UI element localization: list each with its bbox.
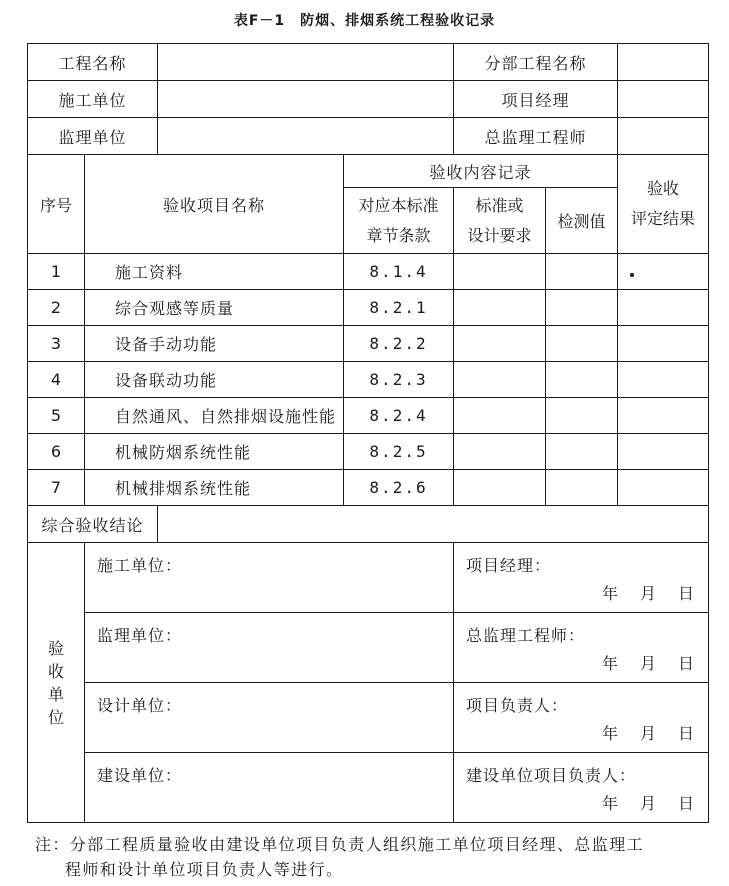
acceptance-unit-char: 验 xyxy=(47,638,64,658)
signature-left-label: 设计单位： xyxy=(97,696,183,715)
row-clause: 8.2.5 xyxy=(344,434,454,470)
requirement-header xyxy=(454,188,546,254)
row-measured-cell[interactable] xyxy=(546,398,618,434)
table-row xyxy=(28,290,709,326)
sub-project-name-label: 分部工程名称 xyxy=(454,44,618,81)
row-item-name: 自然通风、自然排烟设施性能 xyxy=(85,398,344,434)
measured-header: 检测值 xyxy=(546,188,618,254)
row-number: 6 xyxy=(28,434,85,470)
date-month: 月 xyxy=(640,794,657,813)
row-requirement-cell[interactable] xyxy=(454,434,546,470)
row-result-cell[interactable] xyxy=(618,362,709,398)
standard-clause-header xyxy=(344,188,454,254)
row-result-cell[interactable] xyxy=(618,254,709,290)
row-result-cell[interactable] xyxy=(618,398,709,434)
requirement-line1: 标准或 xyxy=(475,195,524,215)
result-header xyxy=(618,155,709,254)
signature-right-label: 项目经理： xyxy=(466,556,552,575)
table-row xyxy=(28,254,709,290)
chief-supervisor-field[interactable] xyxy=(618,118,709,155)
row-item-name: 设备手动功能 xyxy=(85,326,344,362)
row-requirement-cell[interactable] xyxy=(454,326,546,362)
row-result-cell[interactable] xyxy=(618,326,709,362)
date-year: 年 xyxy=(601,584,618,603)
acceptance-unit-label xyxy=(28,543,85,823)
standard-clause-line2: 章节条款 xyxy=(366,225,431,245)
row-number: 5 xyxy=(28,398,85,434)
footnote-line1: 注：分部工程质量验收由建设单位项目负责人组织施工单位项目经理、总监理工 xyxy=(35,835,645,854)
chief-supervisor-label: 总监理工程师 xyxy=(454,118,618,155)
supervision-unit-label: 监理单位 xyxy=(28,118,158,155)
row-clause: 8.2.2 xyxy=(344,326,454,362)
signature-right-cell[interactable] xyxy=(454,613,709,683)
ink-dot xyxy=(630,273,634,277)
row-requirement-cell[interactable] xyxy=(454,290,546,326)
row-measured-cell[interactable] xyxy=(546,362,618,398)
table-row xyxy=(28,362,709,398)
row-number: 4 xyxy=(28,362,85,398)
row-measured-cell[interactable] xyxy=(546,470,618,506)
seq-header: 序号 xyxy=(28,155,85,254)
project-name-label: 工程名称 xyxy=(28,44,158,81)
signature-left-cell[interactable] xyxy=(85,543,454,613)
signature-right-cell[interactable] xyxy=(454,683,709,753)
project-name-field[interactable] xyxy=(158,44,454,81)
date-month: 月 xyxy=(640,724,657,743)
date-day: 日 xyxy=(678,654,695,673)
date-day: 日 xyxy=(678,794,695,813)
row-clause: 8.2.4 xyxy=(344,398,454,434)
date-line xyxy=(580,651,694,674)
acceptance-unit-char: 单 xyxy=(47,684,64,704)
row-requirement-cell[interactable] xyxy=(454,398,546,434)
row-requirement-cell[interactable] xyxy=(454,254,546,290)
signature-left-cell[interactable] xyxy=(85,683,454,753)
signature-right-label: 建设单位项目负责人： xyxy=(466,766,637,785)
row-item-name: 设备联动功能 xyxy=(85,362,344,398)
acceptance-unit-char: 位 xyxy=(47,707,64,727)
row-measured-cell[interactable] xyxy=(546,434,618,470)
date-line xyxy=(580,721,694,744)
signature-left-label: 建设单位： xyxy=(97,766,183,785)
project-manager-field[interactable] xyxy=(618,81,709,118)
signature-left-cell[interactable] xyxy=(85,753,454,823)
row-number: 3 xyxy=(28,326,85,362)
row-number: 7 xyxy=(28,470,85,506)
result-header-line1: 验收 xyxy=(647,179,680,198)
signature-left-cell[interactable] xyxy=(85,613,454,683)
row-number: 1 xyxy=(28,254,85,290)
project-manager-label: 项目经理 xyxy=(454,81,618,118)
signature-left-label: 施工单位： xyxy=(97,556,183,575)
row-item-name: 施工资料 xyxy=(85,254,344,290)
footnote xyxy=(35,832,715,882)
construction-unit-label: 施工单位 xyxy=(28,81,158,118)
date-day: 日 xyxy=(678,724,695,743)
date-year: 年 xyxy=(601,654,618,673)
table-row xyxy=(28,470,709,506)
date-line xyxy=(580,581,694,604)
table-row xyxy=(28,326,709,362)
signature-right-label: 项目负责人： xyxy=(466,696,569,715)
date-year: 年 xyxy=(601,794,618,813)
row-item-name: 机械排烟系统性能 xyxy=(85,470,344,506)
table-row xyxy=(28,434,709,470)
signature-right-cell[interactable] xyxy=(454,543,709,613)
row-clause: 8.2.3 xyxy=(344,362,454,398)
item-name-header: 验收项目名称 xyxy=(85,155,344,254)
signature-right-label: 总监理工程师： xyxy=(466,626,586,645)
row-requirement-cell[interactable] xyxy=(454,362,546,398)
row-measured-cell[interactable] xyxy=(546,326,618,362)
date-day: 日 xyxy=(678,584,695,603)
signature-left-label: 监理单位： xyxy=(97,626,183,645)
row-result-cell[interactable] xyxy=(618,470,709,506)
standard-clause-line1: 对应本标准 xyxy=(358,195,439,215)
row-measured-cell[interactable] xyxy=(546,290,618,326)
row-item-name: 机械防烟系统性能 xyxy=(85,434,344,470)
content-record-header: 验收内容记录 xyxy=(344,155,618,188)
conclusion-label: 综合验收结论 xyxy=(28,506,158,543)
page-title: 表F－1 防烟、排烟系统工程验收记录 xyxy=(233,13,496,29)
row-clause: 8.1.4 xyxy=(344,254,454,290)
sub-project-name-field[interactable] xyxy=(618,44,709,81)
date-line xyxy=(580,791,694,814)
conclusion-field[interactable] xyxy=(158,506,709,543)
date-month: 月 xyxy=(640,584,657,603)
row-requirement-cell[interactable] xyxy=(454,470,546,506)
requirement-line2: 设计要求 xyxy=(467,225,532,245)
result-header-line2: 评定结果 xyxy=(631,209,696,228)
construction-unit-field[interactable] xyxy=(158,81,454,118)
acceptance-record-table xyxy=(27,43,709,823)
row-measured-cell[interactable] xyxy=(546,254,618,290)
acceptance-unit-char: 收 xyxy=(47,661,64,681)
row-clause: 8.2.1 xyxy=(344,290,454,326)
table-row xyxy=(28,398,709,434)
footnote-line2: 程师和设计单位项目负责人等进行。 xyxy=(65,860,344,879)
row-result-cell[interactable] xyxy=(618,434,709,470)
row-item-name: 综合观感等质量 xyxy=(85,290,344,326)
date-year: 年 xyxy=(601,724,618,743)
date-month: 月 xyxy=(640,654,657,673)
row-clause: 8.2.6 xyxy=(344,470,454,506)
signature-right-cell[interactable] xyxy=(454,753,709,823)
row-result-cell[interactable] xyxy=(618,290,709,326)
row-number: 2 xyxy=(28,290,85,326)
supervision-unit-field[interactable] xyxy=(158,118,454,155)
